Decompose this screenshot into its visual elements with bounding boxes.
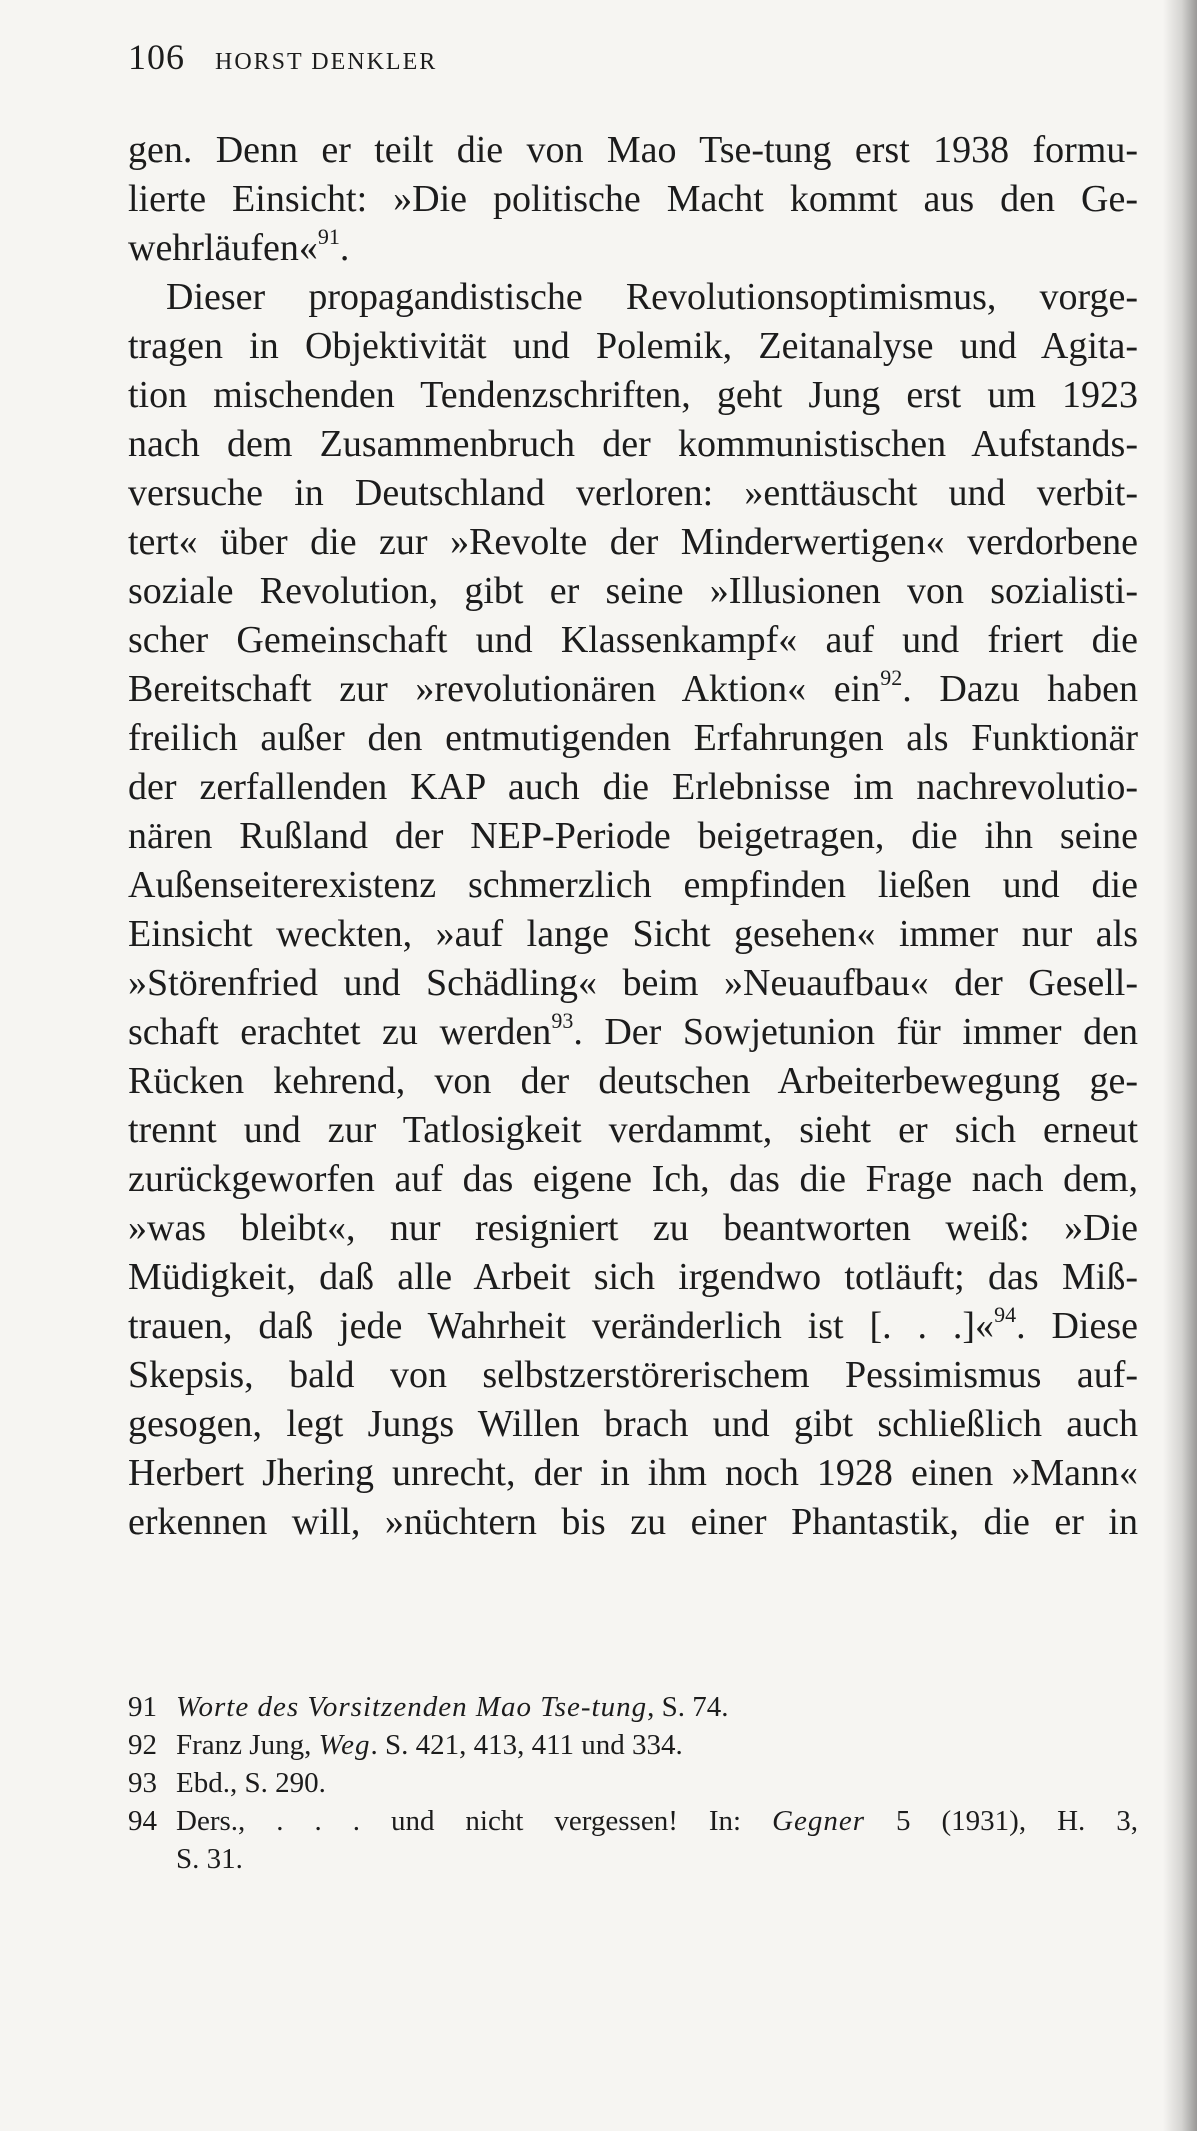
footnote-continuation: S. 31. (176, 1843, 243, 1875)
body-text (128, 126, 1138, 1547)
text-line: tion mischenden Tendenzschriften, geht Jung erst um 1923 (128, 374, 1138, 416)
text-line: Einsicht weckten, »auf lange Sicht gesehen« immer nur als (128, 913, 1138, 955)
footnote-text: Ders., . . . und nicht vergessen! In: Gegner 5 (1931), H. 3, (176, 1805, 1138, 1837)
footnote-92 (128, 1726, 1138, 1764)
footnote-ref: 93 (551, 1008, 574, 1034)
text-line: gesogen, legt Jungs Willen brach und gibt schließlich auch (128, 1403, 1138, 1445)
text-line: Bereitschaft zur »revolutionären Aktion« ein$^{92}$. Dazu haben (128, 665, 1138, 710)
text-line: tragen in Objektivität und Polemik, Zeitanalyse und Agita- (128, 325, 1138, 367)
footnote-text: Worte des Vorsitzenden Mao Tse-tung, S. 74. (176, 1691, 729, 1723)
text-line: nären Rußland der NEP-Periode beigetragen, die ihn seine (128, 815, 1138, 857)
text-line: freilich außer den entmutigenden Erfahrungen als Funktionär (128, 717, 1138, 759)
footnote-number: 93 (128, 1767, 157, 1799)
text-line: »was bleibt«, nur resigniert zu beantworten weiß: »Die (128, 1207, 1138, 1249)
text-line: scher Gemeinschaft und Klassenkampf« auf und friert die (128, 619, 1138, 661)
text-line: nach dem Zusammenbruch der kommunistischen Aufstands- (128, 423, 1138, 465)
text-line: lierte Einsicht: »Die politische Macht kommt aus den Ge- (128, 178, 1138, 220)
text-line: der zerfallenden KAP auch die Erlebnisse im nachrevolutio- (128, 766, 1138, 808)
running-head (128, 36, 437, 76)
footnote-text: Ebd., S. 290. (176, 1767, 326, 1799)
text-line: erkennen will, »nüchtern bis zu einer Phantastik, die er in (128, 1501, 1138, 1543)
text-line: Skepsis, bald von selbstzerstörerischem Pessimismus auf- (128, 1354, 1138, 1396)
page-number: 106 (128, 37, 185, 77)
text-line: Rücken kehrend, von der deutschen Arbeiterbewegung ge- (128, 1060, 1138, 1102)
text-line: tert« über die zur »Revolte der Minderwertigen« verdorbene (128, 521, 1138, 563)
text-line: gen. Denn er teilt die von Mao Tse-tung erst 1938 formu- (128, 129, 1138, 171)
text-line: versuche in Deutschland verloren: »enttäuscht und verbit- (128, 472, 1138, 514)
footnote-ref: 91 (317, 224, 340, 250)
page-edge-shadow (1163, 0, 1197, 2131)
footnote-text: Franz Jung, Weg. S. 421, 413, 411 und 334. (176, 1729, 683, 1761)
text-line: »Störenfried und Schädling« beim »Neuaufbau« der Gesell- (128, 962, 1138, 1004)
footnote-ref: 94 (994, 1302, 1017, 1328)
footnotes (128, 1688, 1138, 1878)
text-line: soziale Revolution, gibt er seine »Illusionen von sozialisti- (128, 570, 1138, 612)
footnote-91 (128, 1688, 1138, 1726)
footnote-ref: 92 (880, 665, 903, 691)
text-line-paragraph-start: Dieser propagandistische Revolutionsoptimismus, vorge- (166, 276, 1138, 318)
footnote-number: 91 (128, 1691, 157, 1723)
footnote-number: 92 (128, 1729, 157, 1761)
footnote-number: 94 (128, 1805, 157, 1837)
text-line: trennt und zur Tatlosigkeit verdammt, sieht er sich erneut (128, 1109, 1138, 1151)
text-line: Außenseiterexistenz schmerzlich empfinden ließen und die (128, 864, 1138, 906)
text-line: trauen, daß jede Wahrheit veränderlich ist [. . .]«$^{94}$. Diese (128, 1302, 1138, 1347)
footnote-94 (128, 1802, 1138, 1840)
text-line: wehrläufen«$^{91}$. (128, 224, 350, 269)
header-author: HORST DENKLER (215, 49, 438, 75)
text-line: Müdigkeit, daß alle Arbeit sich irgendwo totläuft; das Miß- (128, 1256, 1138, 1298)
text-line: Herbert Jhering unrecht, der in ihm noch 1928 einen »Mann« (128, 1452, 1138, 1494)
text-line: schaft erachtet zu werden$^{93}$. Der Sowjetunion für immer den (128, 1008, 1138, 1053)
text-line: zurückgeworfen auf das eigene Ich, das die Frage nach dem, (128, 1158, 1138, 1200)
footnote-93 (128, 1764, 1138, 1802)
